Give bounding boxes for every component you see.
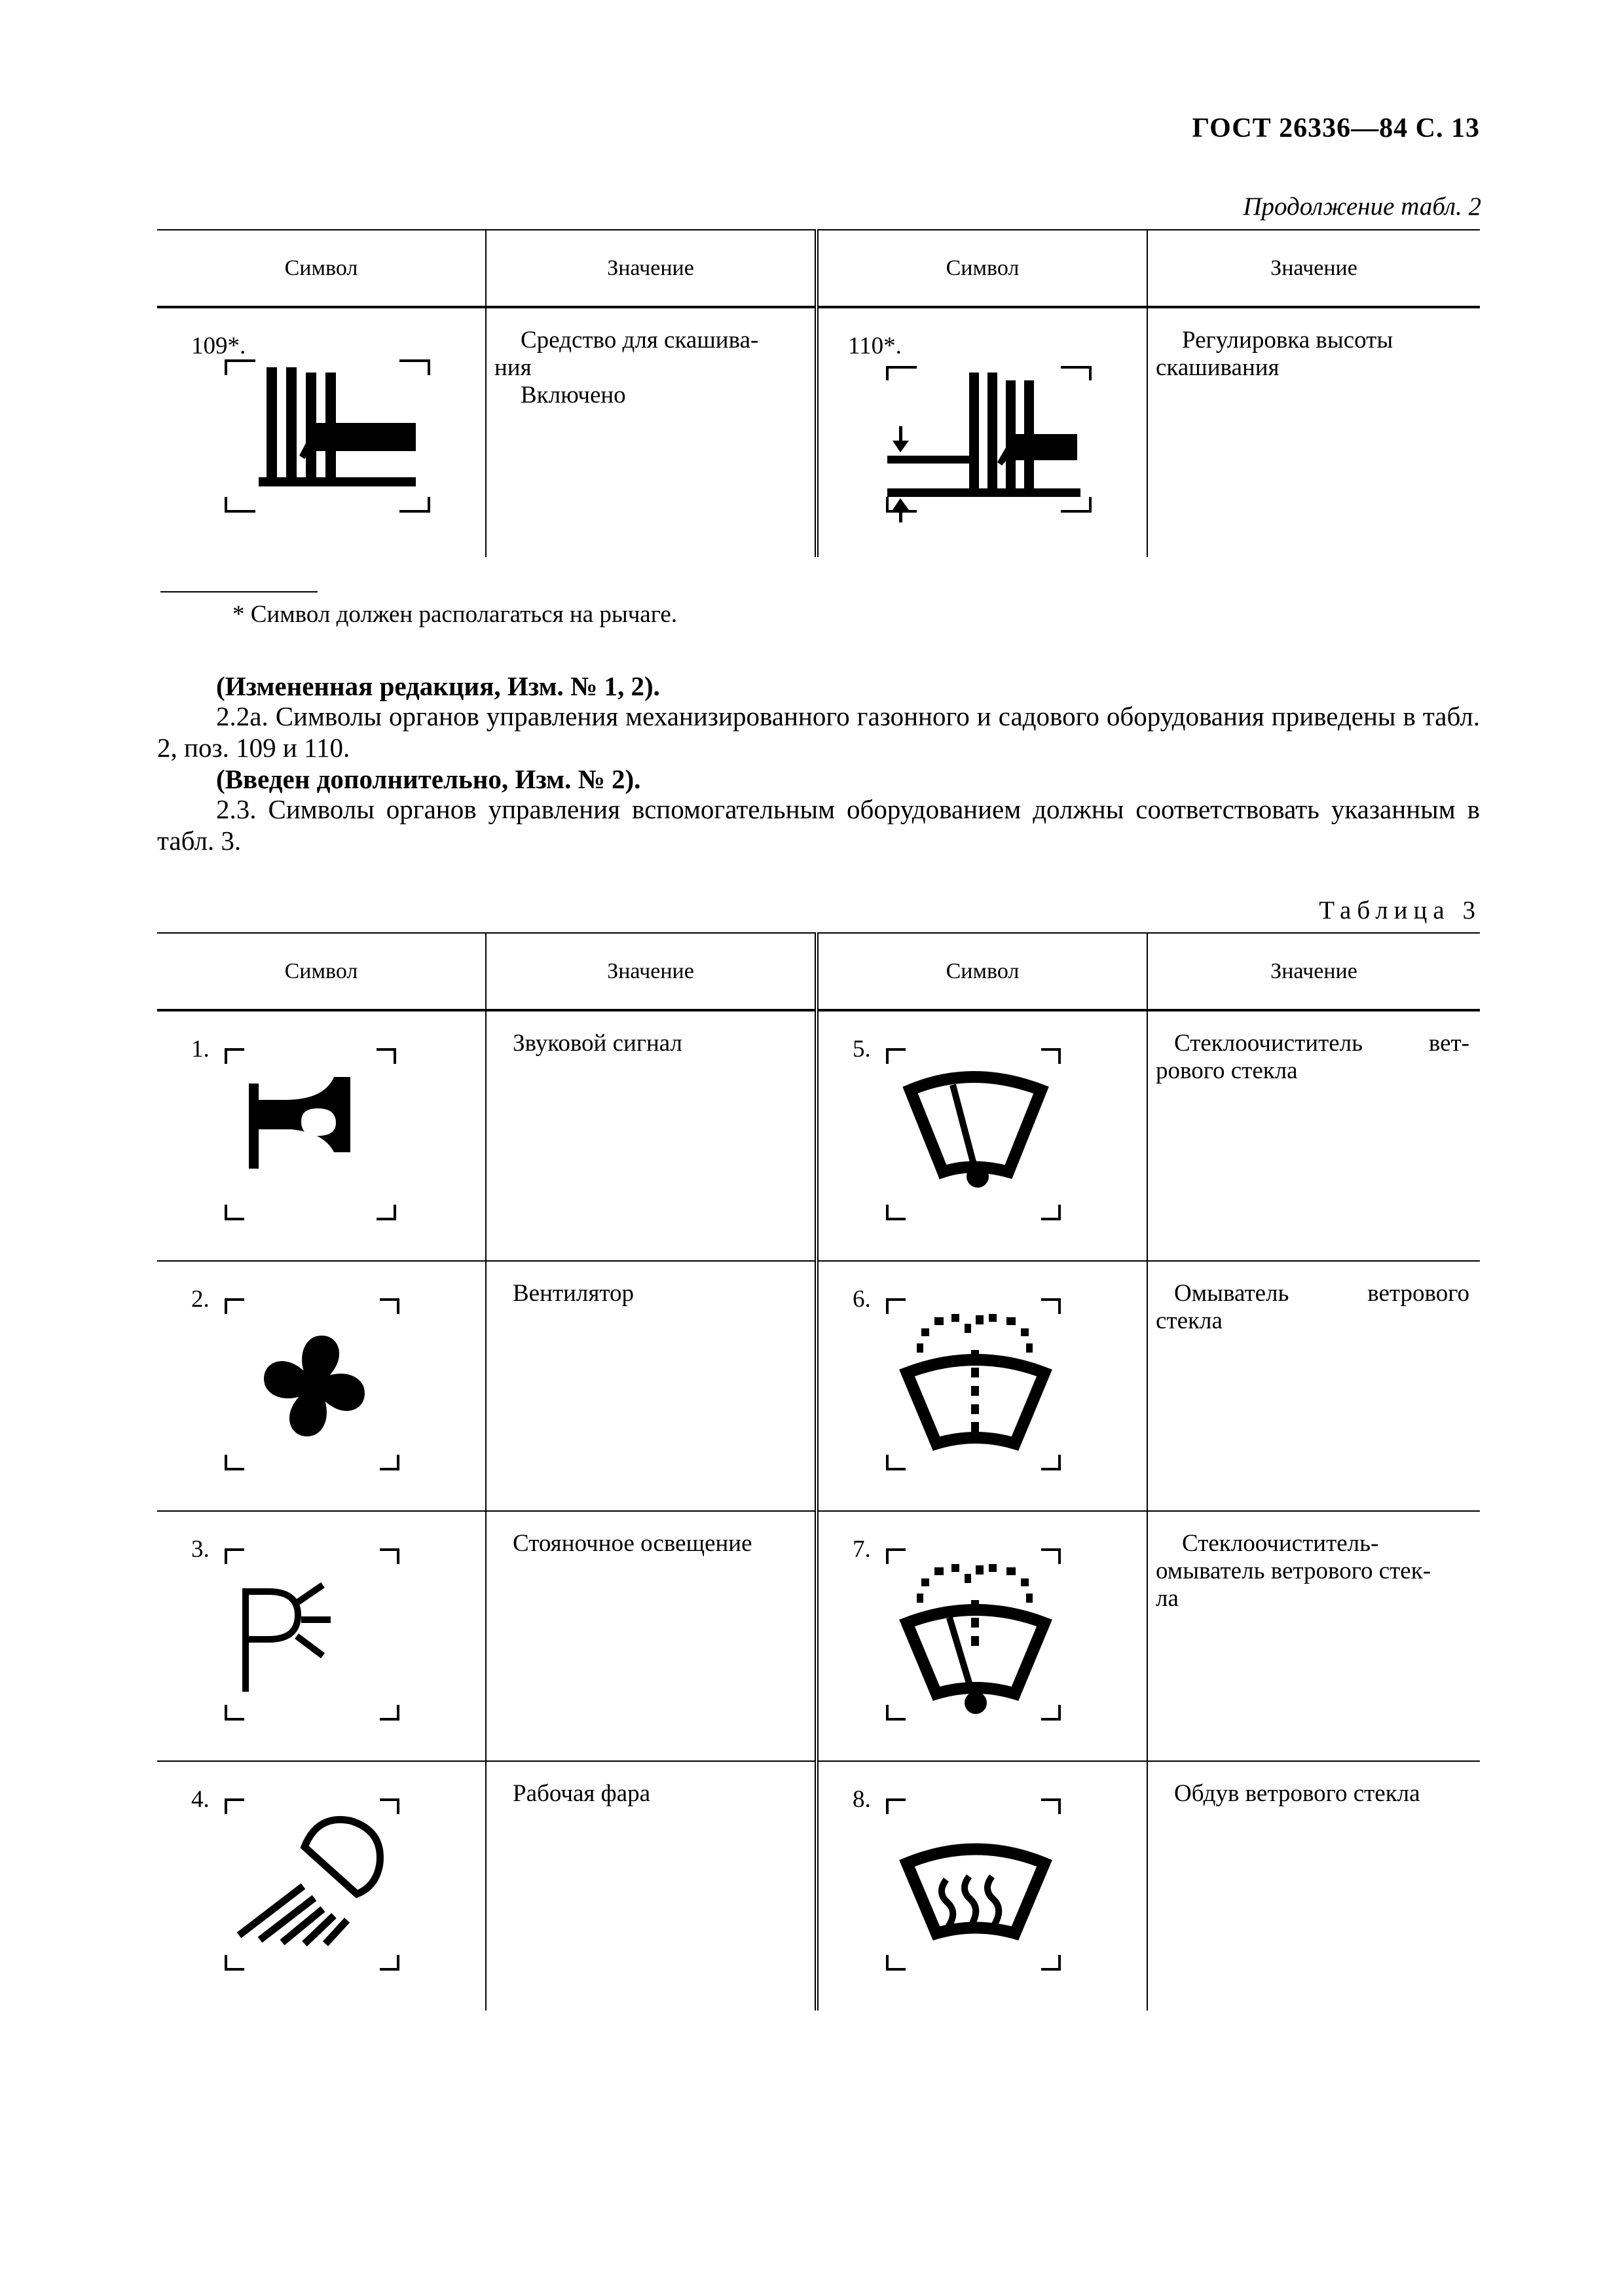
wiper-washer-icon: [881, 1538, 1097, 1734]
table-row: [157, 1511, 1480, 1761]
symbol-meaning: Средство для скашива- ния Включено: [494, 327, 759, 409]
fan-icon: [219, 1288, 435, 1484]
parking-light-icon: [219, 1538, 435, 1734]
table-2: [157, 229, 1480, 557]
symbol-meaning: Стеклоочиститель- омыватель ветрового стек- ла: [1156, 1530, 1431, 1612]
symbol-meaning: Омыватель ветрового стекла: [1156, 1280, 1469, 1334]
table2-caption: Продолжение табл. 2: [1243, 192, 1481, 221]
symbol-number: 110*.: [848, 333, 902, 359]
symbol-number: 3.: [191, 1536, 210, 1563]
column-header-meaning: Значение: [486, 230, 817, 307]
table3-caption: Таблица 3: [1319, 896, 1481, 924]
symbol-number: 7.: [853, 1536, 871, 1563]
table-row: [157, 1261, 1480, 1511]
column-header-meaning: Значение: [486, 933, 817, 1010]
symbol-number: 4.: [191, 1786, 210, 1813]
symbol-meaning: Обдув ветрового стекла: [1174, 1780, 1420, 1807]
symbol-number: 1.: [191, 1036, 210, 1063]
work-lamp-icon: [219, 1788, 435, 1984]
column-header-symbol: Символ: [817, 230, 1147, 307]
paragraph-2-2a: 2.2а. Символы органов управления механизированного газонного и садового оборудования приведены в табл. 2, поз. 109 и 110.: [157, 701, 1480, 763]
symbol-meaning: Стояночное освещение: [513, 1530, 752, 1557]
symbol-meaning: Рабочая фара: [513, 1780, 650, 1807]
windshield-washer-icon: [881, 1288, 1097, 1484]
symbol-meaning: Вентилятор: [513, 1280, 635, 1307]
symbol-number: 6.: [853, 1286, 871, 1313]
column-header-meaning: Значение: [1147, 230, 1480, 307]
page-header: ГОСТ 26336—84 С. 13: [1192, 113, 1480, 143]
table-row: [157, 1010, 1480, 1261]
table-3: [157, 932, 1480, 2011]
mowing-height-icon: [881, 335, 1097, 531]
symbol-number: 8.: [853, 1786, 871, 1813]
column-header-symbol: Символ: [284, 958, 358, 983]
horn-icon: [219, 1038, 435, 1234]
windshield-wiper-icon: [881, 1038, 1097, 1234]
symbol-number: 5.: [853, 1036, 871, 1063]
column-header-meaning: Значение: [1147, 933, 1480, 1010]
symbol-meaning: Регулировка высоты скашивания: [1156, 327, 1393, 381]
symbol-number: 2.: [191, 1286, 210, 1313]
column-header-symbol: Символ: [817, 933, 1147, 1010]
mower-engaged-icon: [219, 335, 435, 531]
symbol-meaning: Стеклоочиститель вет- рового стекла: [1156, 1030, 1469, 1084]
introduced-note: (Введен дополнительно, Изм. № 2).: [216, 764, 641, 794]
footnote-separator: [160, 591, 318, 592]
footnote: * Символ должен располагаться на рычаге.: [232, 601, 678, 628]
amendment-note: (Измененная редакция, Изм. № 1, 2).: [216, 671, 660, 701]
paragraph-2-3: 2.3. Символы органов управления вспомогательным оборудованием должны соответствовать указанным в табл. 3.: [157, 794, 1480, 856]
windshield-defrost-icon: [881, 1788, 1097, 1984]
table-row: [157, 1761, 1480, 2011]
column-header-symbol: Символ: [284, 255, 358, 280]
symbol-meaning: Звуковой сигнал: [513, 1030, 683, 1057]
symbol-number: 109*.: [191, 333, 246, 359]
table-row: [157, 307, 1480, 557]
